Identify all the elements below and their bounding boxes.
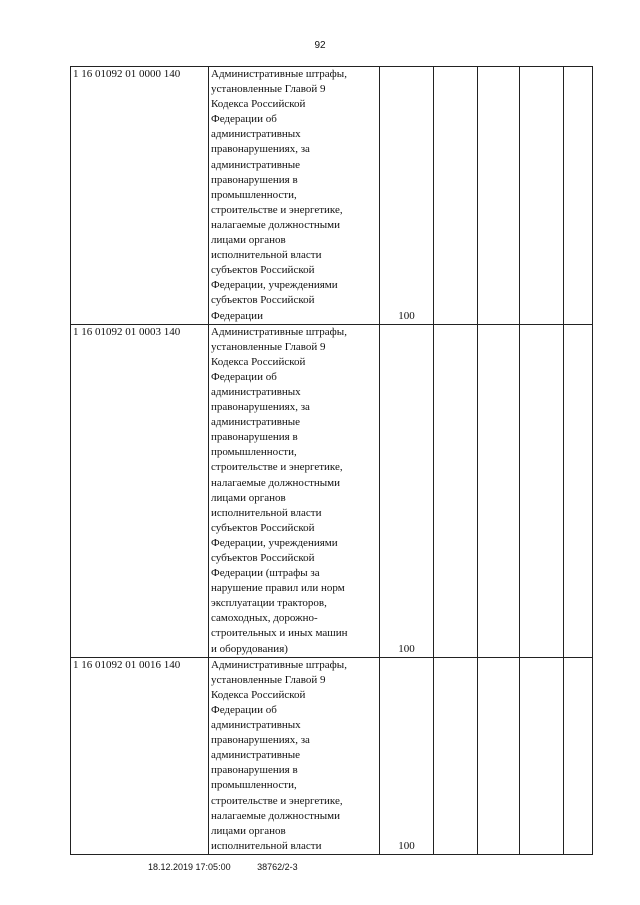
document-id: 38762/2-3 bbox=[257, 862, 298, 872]
empty-cell bbox=[478, 67, 520, 325]
page-number: 92 bbox=[314, 40, 326, 51]
empty-cell bbox=[564, 67, 593, 325]
budget-code-cell: 1 16 01092 01 0003 140 bbox=[71, 324, 209, 657]
empty-cell bbox=[478, 324, 520, 657]
empty-cell bbox=[478, 657, 520, 854]
empty-cell bbox=[434, 657, 478, 854]
norm-value-cell: 100 bbox=[380, 67, 434, 325]
description-cell: Административные штрафы, установленные Главой 9 Кодекса Российской Федерации об административных правонарушениях, за административные правонарушения в промышленности, строительстве и энергетике, налагаемые должностными лицами органов исполнительной власти bbox=[209, 657, 380, 854]
empty-cell bbox=[434, 67, 478, 325]
description-cell: Административные штрафы, установленные Главой 9 Кодекса Российской Федерации об административных правонарушениях, за административные правонарушения в промышленности, строительстве и энергетике, налагаемые должностными лицами органов исполнительной власти субъектов Российской Федерации, учреждениями субъектов Российской Федерации bbox=[209, 67, 380, 325]
print-timestamp: 18.12.2019 17:05:00 bbox=[148, 862, 231, 872]
empty-cell bbox=[564, 324, 593, 657]
description-cell: Административные штрафы, установленные Главой 9 Кодекса Российской Федерации об административных правонарушениях, за административные правонарушения в промышленности, строительстве и энергетике, налагаемые должностными лицами органов исполнительной власти субъектов Российской Федерации, учреждениями субъектов Российской Федерации (штрафы за нарушение правил или норм эксплуатации тракторов, самоходных, дорожно- строительных и иных машин и оборудования) bbox=[209, 324, 380, 657]
table-row bbox=[71, 324, 593, 657]
budget-table bbox=[70, 66, 593, 855]
empty-cell bbox=[520, 657, 564, 854]
empty-cell bbox=[564, 657, 593, 854]
empty-cell bbox=[434, 324, 478, 657]
norm-value-cell: 100 bbox=[380, 324, 434, 657]
budget-code-cell: 1 16 01092 01 0000 140 bbox=[71, 67, 209, 325]
page-footer bbox=[148, 862, 298, 872]
table-row bbox=[71, 67, 593, 325]
empty-cell bbox=[520, 324, 564, 657]
table-row bbox=[71, 657, 593, 854]
empty-cell bbox=[520, 67, 564, 325]
norm-value-cell: 100 bbox=[380, 657, 434, 854]
budget-code-cell: 1 16 01092 01 0016 140 bbox=[71, 657, 209, 854]
